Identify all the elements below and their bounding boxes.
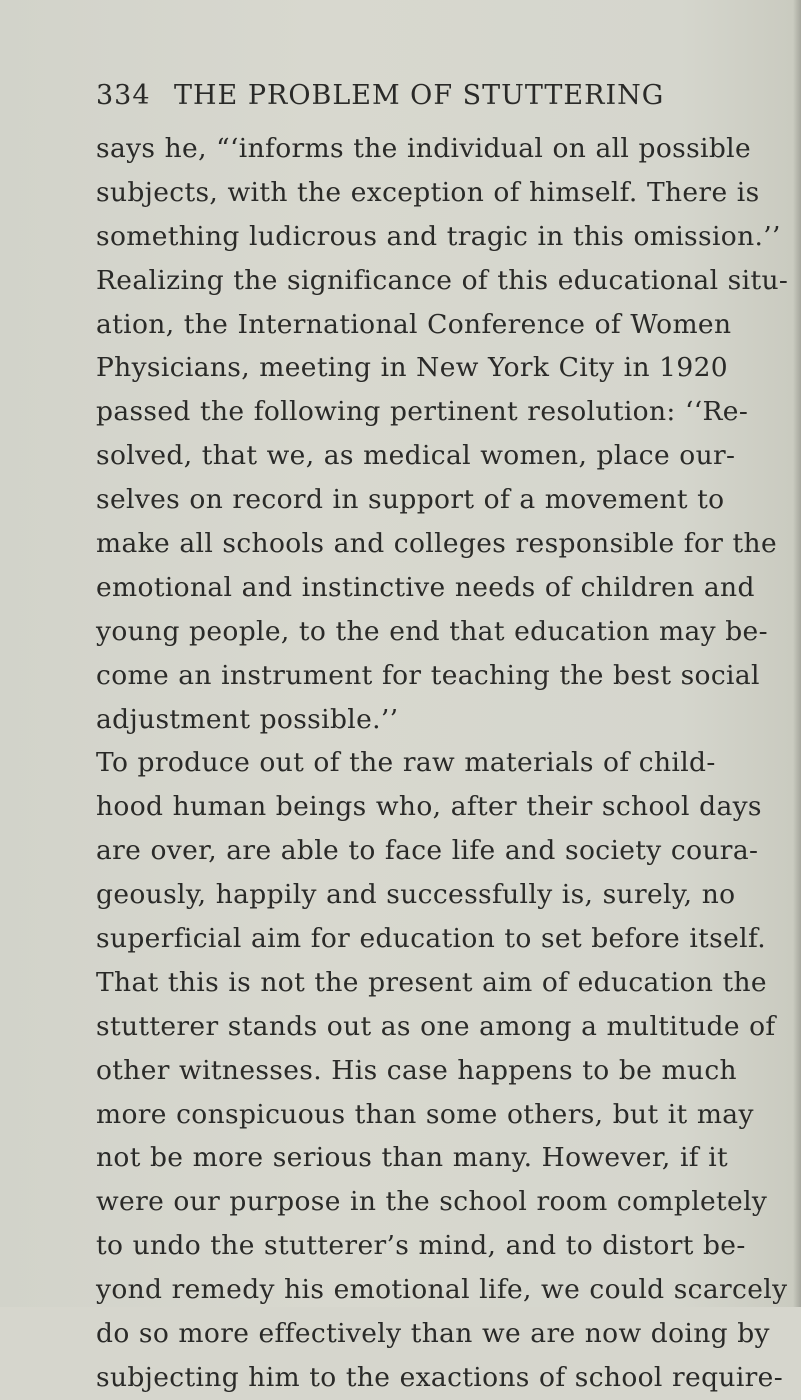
text-line: other witnesses. His case happens to be much (96, 1054, 737, 1086)
text-line: were our purpose in the school room completely (96, 1186, 768, 1218)
text-line: make all schools and colleges responsible for the (96, 528, 777, 560)
text-line: something ludicrous and tragic in this omission.’’ (96, 220, 781, 252)
text-line: not be more serious than many. However, if it (96, 1142, 729, 1174)
page-number: 334 (96, 80, 151, 111)
running-head: THE PROBLEM OF STUTTERING (174, 80, 665, 111)
page-header (96, 80, 736, 120)
text-line: more conspicuous than some others, but it may (96, 1098, 754, 1130)
text-line: stutterer stands out as one among a multitude of (96, 1010, 776, 1042)
text-line: are over, are able to face life and society coura- (96, 835, 759, 867)
text-line: adjustment possible.’’ (96, 703, 399, 735)
text-line: Realizing the significance of this educational situ- (96, 264, 789, 296)
text-line: hood human beings who, after their school days (96, 791, 762, 823)
text-line: geously, happily and successfully is, surely, no (96, 879, 736, 911)
body-text (96, 127, 789, 1400)
text-line: young people, to the end that education may be- (96, 615, 768, 647)
text-line: says he, “‘informs the individual on all possible (96, 133, 752, 164)
text-line: That this is not the present aim of education the (96, 966, 767, 998)
text-line: selves on record in support of a movement to (96, 484, 725, 516)
text-line: Physicians, meeting in New York City in 1920 (96, 352, 728, 384)
text-line: passed the following pertinent resolution: ‘‘Re- (96, 396, 749, 428)
text-line: do so more effectively than we are now doing by (96, 1318, 770, 1350)
text-line: ation, the International Conference of Women (96, 308, 732, 340)
text-line: yond remedy his emotional life, we could scarcely (96, 1274, 788, 1306)
text-line: solved, that we, as medical women, place our- (96, 440, 736, 472)
text-line: subjecting him to the exactions of school require- (96, 1361, 783, 1393)
text-line: subjects, with the exception of himself. There is (96, 176, 760, 208)
paragraph-start-line: To produce out of the raw materials of child- (96, 747, 716, 779)
page-edge-shadow (793, 0, 801, 1307)
text-line: emotional and instinctive needs of children and (96, 571, 755, 603)
text-line: come an instrument for teaching the best social (96, 659, 760, 691)
text-line: superficial aim for education to set before itself. (96, 923, 766, 955)
text-line: to undo the stutterer’s mind, and to distort be- (96, 1230, 746, 1262)
